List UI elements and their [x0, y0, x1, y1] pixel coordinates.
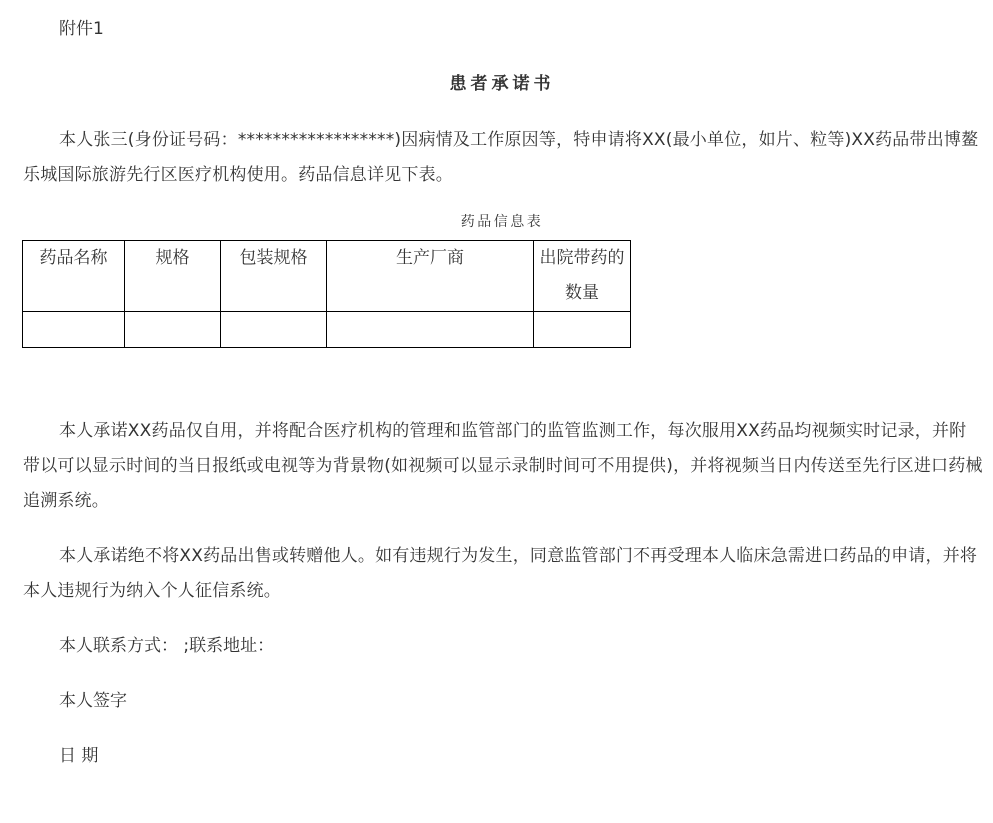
header-spec: 规格 — [125, 241, 221, 312]
contact-line: 本人联系方式： ;联系地址： — [59, 636, 275, 656]
header-package-spec: 包装规格 — [221, 241, 327, 312]
signature-line: 本人签字 — [59, 691, 127, 711]
table-title: 药品信息表 — [460, 214, 544, 230]
header-manufacturer: 生产厂商 — [327, 241, 534, 312]
attachment-label: 附件1 — [59, 19, 104, 39]
date-line: 日 期 — [59, 746, 99, 766]
drug-info-table — [22, 240, 631, 348]
table-cell[interactable] — [23, 312, 125, 348]
table-row — [23, 312, 631, 348]
table-cell[interactable] — [534, 312, 631, 348]
table-cell[interactable] — [125, 312, 221, 348]
header-drug-name: 药品名称 — [23, 241, 125, 312]
table-cell[interactable] — [327, 312, 534, 348]
header-discharge-quantity: 出院带药的数量 — [534, 241, 631, 312]
document-title: 患者承诺书 — [449, 74, 555, 94]
table-header-row — [23, 241, 631, 312]
paragraph-no-resale-commitment: 本人承诺绝不将XX药品出售或转赠他人。如有违规行为发生，同意监管部门不再受理本人临床急需进口药品的申请，并将本人违规行为纳入个人征信系统。 — [23, 546, 978, 601]
paragraph-self-use-commitment: 本人承诺XX药品仅自用，并将配合医疗机构的管理和监管部门的监管监测工作，每次服用XX药品均视频实时记录，并附带以可以显示时间的当日报纸或电视等为背景物(如视频可以显示录制时间可不用提供)，并将视频当日内传送至先行区进口药械追溯系统。 — [23, 421, 983, 511]
paragraph-application: 本人张三(身份证号码：******************)因病情及工作原因等，特申请将XX(最小单位，如片、粒等)XX药品带出博鳌乐城国际旅游先行区医疗机构使用。药品信息详见下表。 — [23, 130, 979, 185]
table-cell[interactable] — [221, 312, 327, 348]
